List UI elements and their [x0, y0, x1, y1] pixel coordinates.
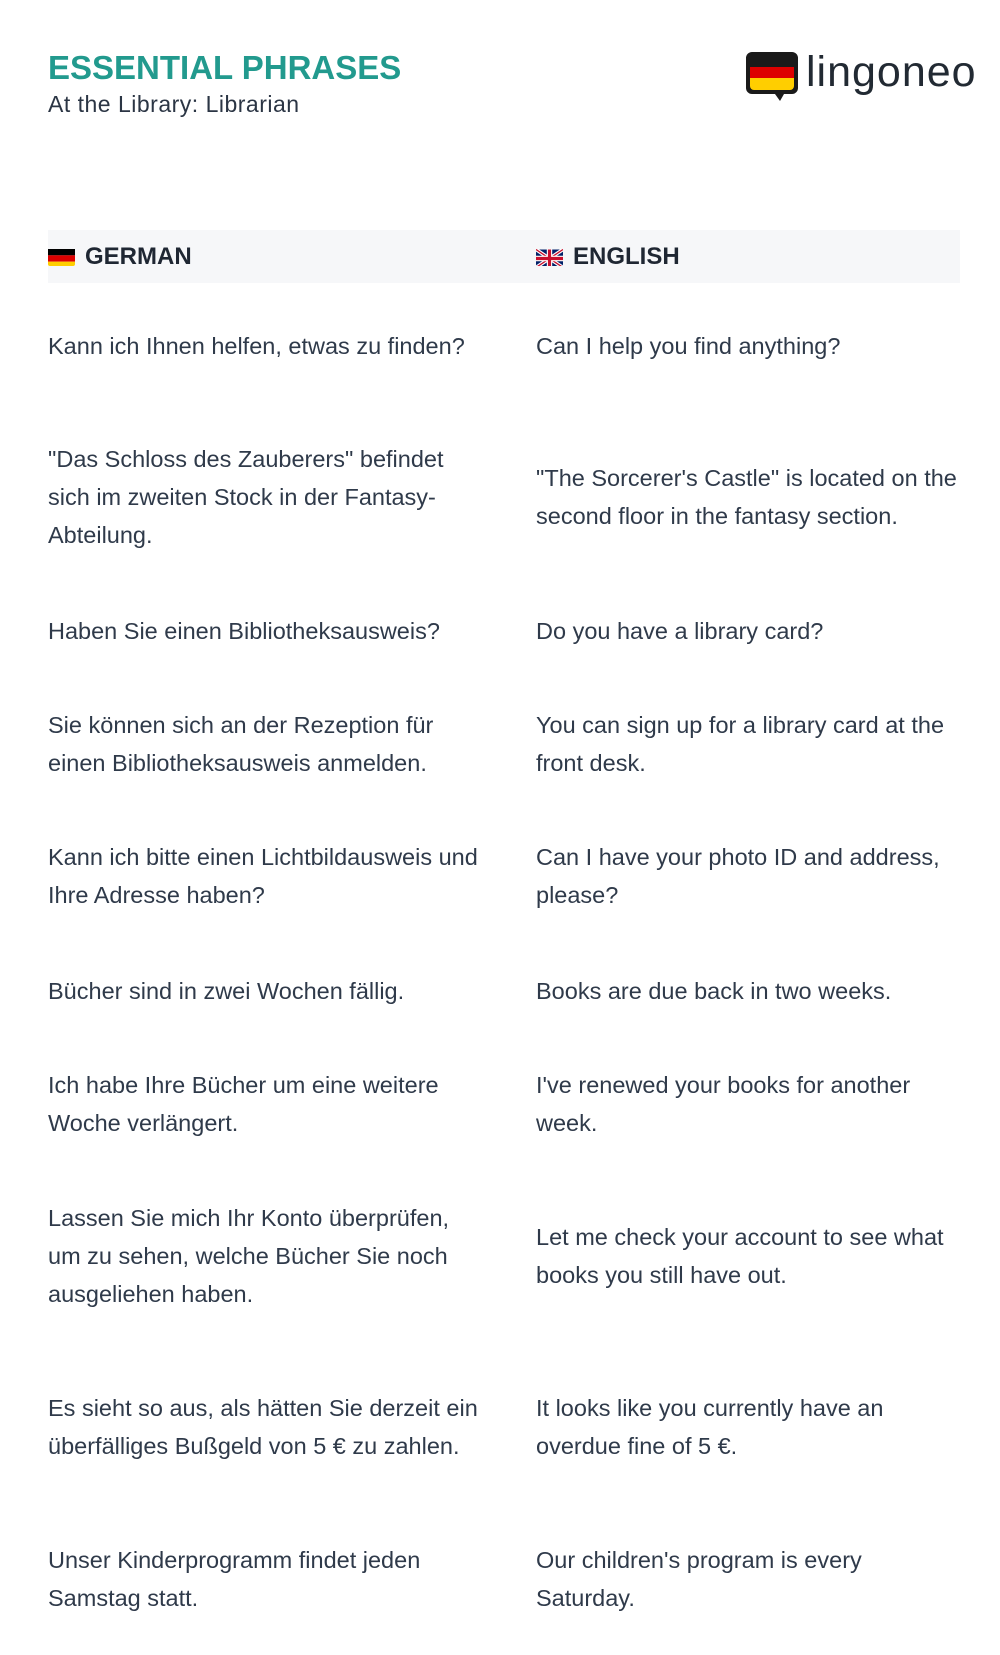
table-row: [48, 1066, 960, 1142]
column-header-label: ENGLISH: [573, 242, 680, 270]
table-row: [48, 612, 960, 650]
table-row: [48, 1199, 960, 1313]
table-row: [48, 1370, 960, 1484]
column-header-label: GERMAN: [85, 242, 192, 270]
german-phrase: Lassen Sie mich Ihr Konto überprüfen, um zu sehen, welche Bücher Sie noch ausgeliehen haben.: [48, 1205, 450, 1307]
uk-flag-icon: [536, 247, 563, 266]
german-phrase: Sie können sich an der Rezeption für einen Bibliotheksausweis anmelden.: [48, 712, 434, 776]
english-phrase: I've renewed your books for another week.: [536, 1072, 911, 1136]
english-phrase: Our children's program is every Saturday.: [536, 1547, 862, 1611]
german-phrase: Bücher sind in zwei Wochen fällig.: [48, 978, 405, 1004]
english-phrase: Can I help you find anything?: [536, 333, 841, 359]
german-flag-icon: [48, 247, 75, 266]
page-header: [48, 48, 401, 120]
english-phrase: Can I have your photo ID and address, please?: [536, 844, 940, 908]
table-row: [48, 1541, 960, 1617]
english-phrase: It looks like you currently have an overdue fine of 5 €.: [536, 1395, 884, 1459]
german-phrase: Ich habe Ihre Bücher um eine weitere Woche verlängert.: [48, 1072, 439, 1136]
table-header: [48, 230, 960, 283]
column-header-german: [48, 230, 192, 283]
table-row: [48, 440, 960, 554]
table-row: [48, 972, 960, 1010]
english-phrase: You can sign up for a library card at the front desk.: [536, 712, 945, 776]
english-phrase: Books are due back in two weeks.: [536, 978, 892, 1004]
page-subtitle: At the Library: Librarian: [48, 91, 300, 117]
table-row: [48, 706, 960, 782]
column-header-english: [536, 230, 680, 283]
english-phrase: "The Sorcerer's Castle" is located on the second floor in the fantasy section.: [536, 465, 957, 529]
logo-text: lingoneo: [806, 48, 977, 96]
table-row: [48, 838, 960, 914]
table-row: [48, 308, 960, 384]
german-phrase: Kann ich bitte einen Lichtbildausweis und Ihre Adresse haben?: [48, 844, 478, 908]
speech-bubble-german-flag-icon: [744, 50, 800, 100]
lingoneo-logo[interactable]: [744, 50, 977, 100]
german-phrase: Kann ich Ihnen helfen, etwas zu finden?: [48, 333, 465, 359]
page-title: ESSENTIAL PHRASES: [48, 49, 402, 86]
english-phrase: Do you have a library card?: [536, 618, 824, 644]
german-phrase: Haben Sie einen Bibliotheksausweis?: [48, 618, 440, 644]
english-phrase: Let me check your account to see what books you still have out.: [536, 1224, 944, 1288]
german-phrase: Es sieht so aus, als hätten Sie derzeit ein überfälliges Bußgeld von 5 € zu zahlen.: [48, 1395, 478, 1459]
german-phrase: Unser Kinderprogramm findet jeden Samstag statt.: [48, 1547, 421, 1611]
german-phrase: "Das Schloss des Zauberers" befindet sich im zweiten Stock in der Fantasy-Abteilung.: [48, 446, 444, 548]
